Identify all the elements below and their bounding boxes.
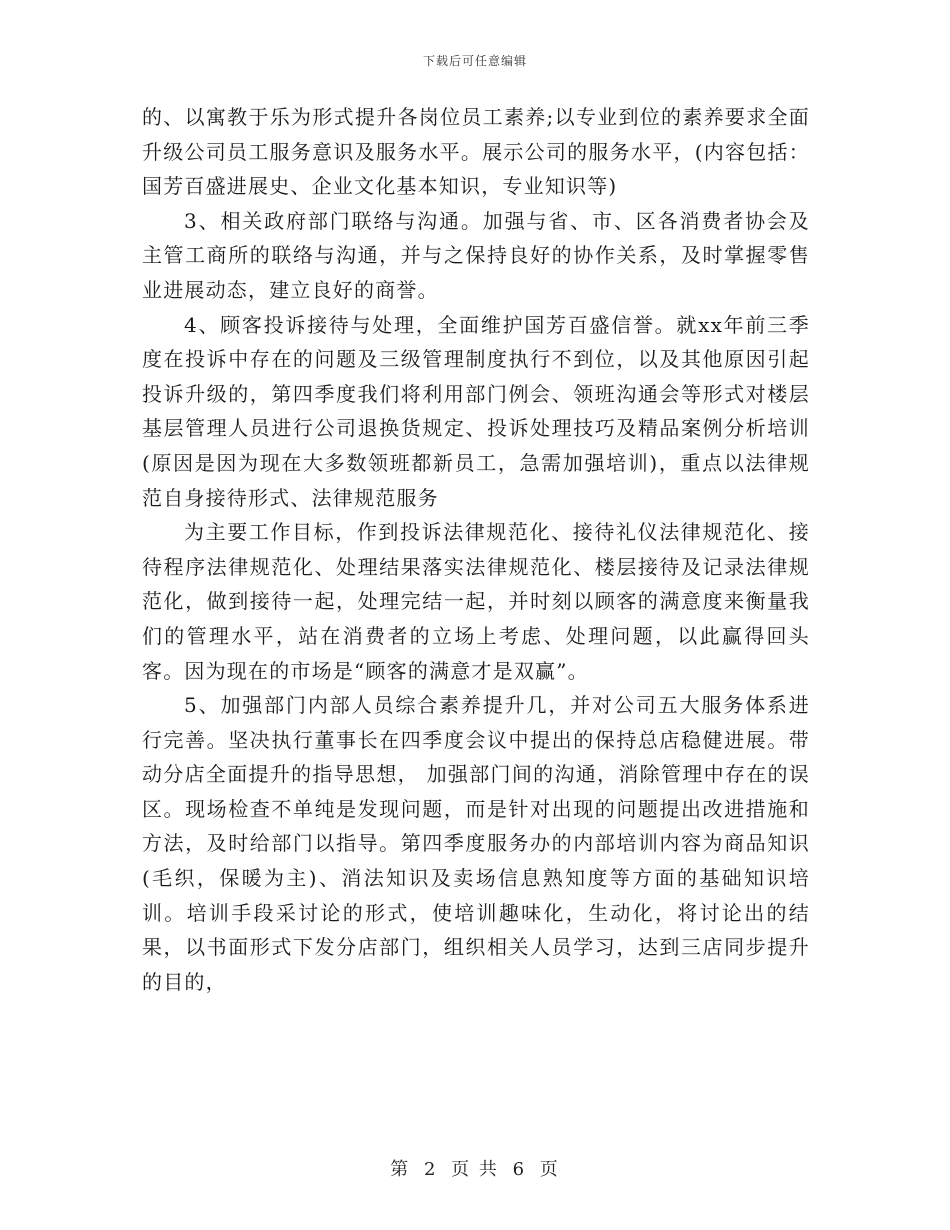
footer-middle: 页 共 [451, 1159, 499, 1180]
total-page-number: 6 [512, 1159, 527, 1180]
footer-suffix: 页 [539, 1159, 560, 1180]
page-footer [0, 1155, 950, 1181]
paragraph-item-3: 3、相关政府部门联络与沟通。加强与省、市、区各消费者协会及主管工商所的联络与沟通，并与之保持良好的协作关系，及时掌握零售业进展动态，建立良好的商誉。 [142, 208, 810, 302]
paragraph-continuation: 的、以寓教于乐为形式提升各岗位员工素养;以专业到位的素养要求全面升级公司员工服务意识及服务水平。展示公司的服务水平，(内容包括：国芳百盛进展史、企业文化基本知识，专业知识等) [142, 105, 810, 199]
footer-prefix: 第 [390, 1159, 411, 1180]
page-header: 下载后可任意编辑 [422, 54, 527, 68]
paragraph-item-4: 4、顾客投诉接待与处理，全面维护国芳百盛信誉。就xx年前三季度在投诉中存在的问题及三级管理制度执行不到位，以及其他原因引起投诉升级的，第四季度我们将利用部门例会、领班沟通会等形式对楼层基层管理人员进行公司退换货规定、投诉处理技巧及精品案例分析培训(原因是因为现在大多数领班都新员工，急需加强培训)，重点以法律规范自身接待形式、法律规范服务 [142, 312, 810, 510]
paragraph-item-4-goal: 为主要工作目标，作到投诉法律规范化、接待礼仪法律规范化、接待程序法律规范化、处理结果落实法律规范化、楼层接待及记录法律规范化，做到接待一起，处理完结一起，并时刻以顾客的满意度来衡量我们的管理水平，站在消费者的立场上考虑、处理问题，以此赢得回头客。因为现在的市场是“顾客的满意才是双赢”。 [142, 520, 810, 683]
current-page-number: 2 [423, 1159, 438, 1180]
document-body [142, 100, 810, 999]
paragraph-item-5: 5、加强部门内部人员综合素养提升几，并对公司五大服务体系进行完善。坚决执行董事长在四季度会议中提出的保持总店稳健进展。带动分店全面提升的指导思想， 加强部门间的沟通，消除管理中存在的误区。现场检查不单纯是发现问题，而是针对出现的问题提出改进措施和方法，及时给部门以指导。第四季度服务办的内部培训内容为商品知识(毛织，保暖为主)、消法知识及卖场信息熟知度等方面的基础知识培训。培训手段采讨论的形式，使培训趣味化，生动化，将讨论出的结果，以书面形式下发分店部门，组织相关人员学习，达到三店同步提升的目的， [142, 693, 810, 994]
